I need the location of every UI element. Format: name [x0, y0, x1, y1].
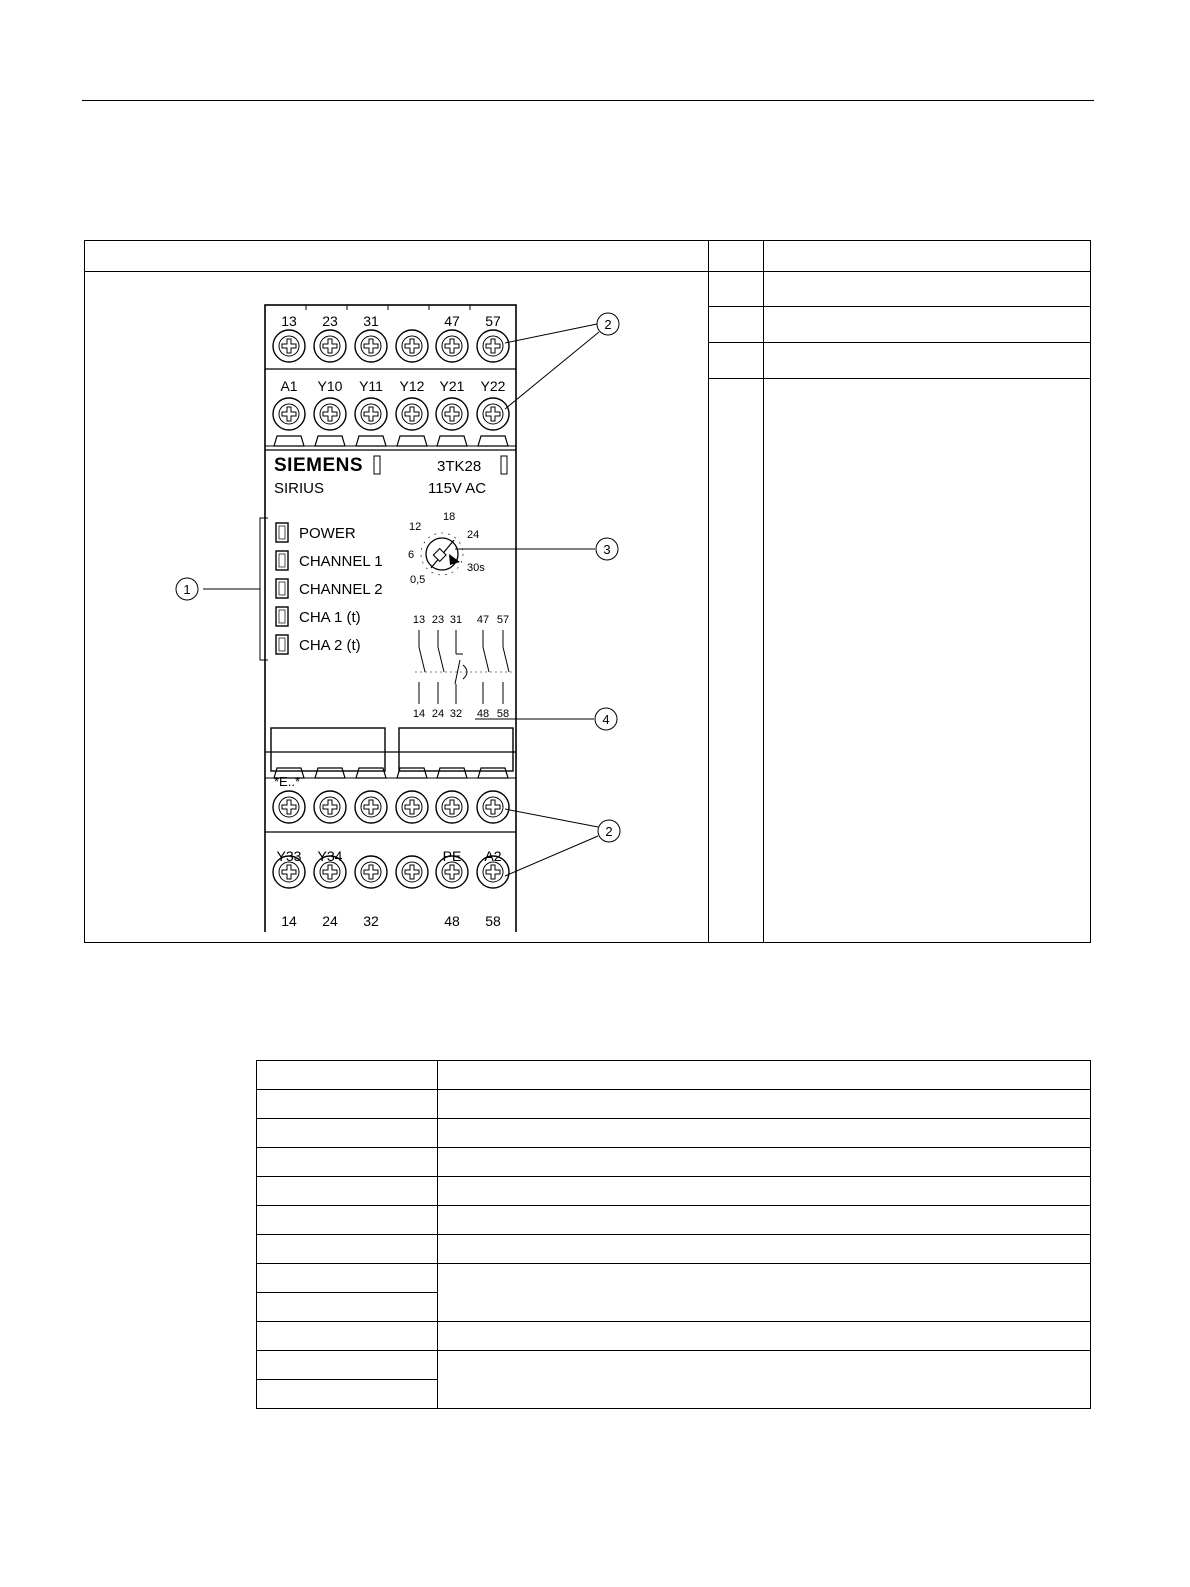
terminal-screw: [273, 330, 305, 362]
dial-scale-label: 24: [467, 529, 480, 541]
legend-text-cell: [764, 379, 1091, 943]
svg-text:2: 2: [604, 317, 612, 332]
table-row: [257, 1351, 1091, 1380]
legend-text-cell: [764, 343, 1091, 379]
figure-cell: [85, 272, 709, 943]
callout-marker: [595, 708, 617, 730]
device-drawing: [85, 272, 707, 932]
led-label: POWER: [299, 525, 356, 542]
led-label: CHA 1 (t): [299, 609, 361, 626]
contact-label: 13: [412, 614, 426, 626]
terminal-screw: [355, 856, 387, 888]
table-row: [257, 1206, 1091, 1235]
time-setting-dial: [421, 533, 463, 575]
table-row: [257, 1177, 1091, 1206]
terminal-label: Y12: [399, 378, 425, 394]
clip-tab: [478, 768, 508, 778]
dial-scale-label: 30s: [467, 562, 485, 574]
terminal-screws-bottom: [273, 856, 509, 888]
terminal-label: A1: [280, 378, 298, 394]
contact-label: 24: [431, 708, 445, 720]
led-label: CHANNEL 1: [299, 553, 383, 570]
terminal-label: Y33: [276, 848, 302, 864]
table-row: [257, 1235, 1091, 1264]
terminal-label: 47: [444, 313, 460, 329]
clip-tab: [315, 436, 345, 446]
table-row: [257, 1322, 1091, 1351]
contact-label: 58: [496, 708, 510, 720]
contact-label: 48: [476, 708, 490, 720]
clip-tab: [315, 768, 345, 778]
terminal-screws-upper: [273, 398, 509, 430]
terminal-screw: [314, 791, 346, 823]
terminal-screw: [273, 791, 305, 823]
terminal-screw: [396, 791, 428, 823]
terminal-screw: [396, 398, 428, 430]
contact-label: 14: [412, 708, 426, 720]
legend-header-number: [709, 241, 764, 272]
dial-scale-label: 12: [409, 521, 422, 533]
clip-tab: [437, 436, 467, 446]
legend-number-cell: [709, 379, 764, 943]
terminal-screw: [314, 330, 346, 362]
legend-text-cell: [764, 272, 1091, 307]
terminal-label: Y11: [359, 378, 383, 394]
contact-diagram: [415, 630, 515, 704]
brand-logo: SIEMENS: [274, 455, 364, 476]
clip-tab: [397, 436, 427, 446]
terminal-label: 58: [485, 913, 501, 929]
label-field: [271, 728, 385, 771]
clip-tab: [356, 768, 386, 778]
terminal-label: 31: [363, 313, 379, 329]
legend-text-cell: [764, 307, 1091, 343]
ordering-mark: *E..*: [274, 774, 301, 789]
table-row: [257, 1148, 1091, 1177]
led-label: CHANNEL 2: [299, 581, 383, 598]
terminal-screw: [396, 330, 428, 362]
clip-tab: [437, 768, 467, 778]
svg-text:4: 4: [602, 712, 610, 727]
dial-scale-label: 0,5: [410, 574, 426, 586]
terminal-screw: [477, 398, 509, 430]
terminal-screw: [355, 398, 387, 430]
terminal-label: 14: [281, 913, 297, 929]
terminal-label: A2: [484, 848, 502, 864]
header-rule: [82, 100, 1094, 101]
terminal-screw: [436, 330, 468, 362]
dial-scale-label: 6: [408, 549, 415, 561]
terminal-label: 24: [322, 913, 338, 929]
terminal-label: Y22: [480, 378, 506, 394]
svg-text:1: 1: [183, 582, 191, 597]
contact-label: 57: [496, 614, 510, 626]
terminal-label: 23: [322, 313, 338, 329]
figure-legend-table: [84, 240, 1091, 943]
terminal-screw: [355, 791, 387, 823]
contact-label: 23: [431, 614, 445, 626]
terminal-label: Y34: [317, 848, 343, 864]
terminal-label: 48: [444, 913, 460, 929]
terminal-label: PE: [442, 848, 462, 864]
status-window: [501, 456, 507, 474]
clip-strip: [265, 768, 516, 778]
callout-marker: [598, 820, 620, 842]
clip-strip: [265, 436, 516, 446]
legend-number-cell: [709, 307, 764, 343]
callout-marker: [597, 313, 619, 335]
table-header-cell: [438, 1061, 1091, 1090]
terminal-screw: [273, 398, 305, 430]
svg-text:3: 3: [603, 542, 611, 557]
table-header-cell: [257, 1061, 438, 1090]
contact-label: 47: [476, 614, 490, 626]
terminal-assignment-table: [256, 1060, 1091, 1409]
leader-lines: [455, 324, 599, 876]
terminal-screw: [396, 856, 428, 888]
clip-tab: [397, 768, 427, 778]
terminal-label: 32: [363, 913, 379, 929]
terminal-screw: [477, 791, 509, 823]
dial-scale-label: 18: [443, 511, 456, 523]
clip-tab: [356, 436, 386, 446]
table-row: [257, 1264, 1091, 1293]
callout-marker: [176, 578, 198, 600]
terminal-label: Y21: [439, 378, 465, 394]
table-row: [257, 1119, 1091, 1148]
terminal-screw: [314, 398, 346, 430]
terminal-screw: [355, 330, 387, 362]
led-label: CHA 2 (t): [299, 637, 361, 654]
voltage-label: 115V AC: [428, 480, 487, 497]
legend-number-cell: [709, 272, 764, 307]
callout-marker: [596, 538, 618, 560]
terminal-label: 13: [281, 313, 297, 329]
terminal-screws-top: [273, 330, 509, 362]
svg-text:2: 2: [605, 824, 613, 839]
status-window: [374, 456, 380, 474]
contact-label: 31: [449, 614, 463, 626]
terminal-screw: [436, 398, 468, 430]
label-field: [399, 728, 513, 771]
terminal-screw: [436, 791, 468, 823]
model-label: 3TK28: [437, 458, 482, 475]
terminal-screws-lower: [273, 791, 509, 823]
legend-header-text: [764, 241, 1091, 272]
terminal-screw: [477, 330, 509, 362]
terminal-label: 57: [485, 313, 501, 329]
clip-tab: [478, 436, 508, 446]
product-line-label: SIRIUS: [274, 480, 325, 497]
contact-label: 32: [449, 708, 463, 720]
table-row: [257, 1090, 1091, 1119]
clip-tab: [274, 436, 304, 446]
legend-number-cell: [709, 343, 764, 379]
terminal-label: Y10: [317, 378, 343, 394]
figure-header-cell: [85, 241, 709, 272]
